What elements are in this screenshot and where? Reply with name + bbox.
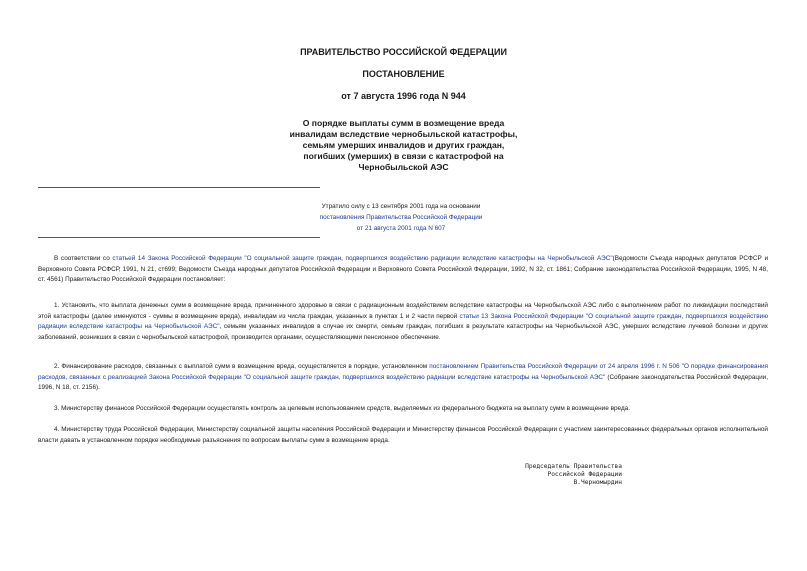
law-article-13-link[interactable]: статьи 13 Закона Российской Федерации "О социальной защите граждан, подвергшихся воздействию радиации вследствие катастрофы на Чернобыльской АЭС": [38, 312, 768, 331]
title-line-5: Чернобыльской АЭС: [358, 162, 449, 172]
status-note-line: Утратило силу с 13 сентября 2001 года на основании: [321, 203, 481, 210]
document-type-heading: ПОСТАНОВЛЕНИЕ: [362, 69, 445, 79]
signature-position-line-2: Российской Федерации: [547, 471, 622, 478]
status-note-link-2[interactable]: от 21 августа 2001 года N 607: [356, 225, 446, 232]
preamble-paragraph: [38, 254, 768, 286]
divider-bottom: [38, 237, 320, 238]
law-article-14-link[interactable]: статьей 14 Закона Российской Федерации "О социальной защите граждан, подвергшихся воздействию радиации вследствие катастрофы на Чернобыльской АЭС": [112, 255, 613, 262]
title-line-3: семьям умерших инвалидов и других граждан,: [302, 140, 505, 150]
title-line-1: О порядке выплаты сумм в возмещение вреда: [302, 118, 505, 128]
government-heading: ПРАВИТЕЛЬСТВО РОССИЙСКОЙ ФЕДЕРАЦИИ: [300, 47, 507, 57]
item-1-text-1: 1. Установить, что выплата денежных сумм в возмещение вреда, причиненного здоровью в связи с радиационным воздействием вследствие катастрофы на Чернобыльской АЭС либо с выполнением работ по ликвидации последствий этой катастрофы (далее именуются - суммы в возмещение вреда), инвалидам из числа граждан, указанных в пунктах 1 и 2 части первой: [38, 302, 768, 320]
status-note-link-1[interactable]: постановления Правительства Российской Федерации: [319, 214, 483, 221]
item-1-paragraph: [38, 301, 768, 343]
title-line-2: инвалидам вследствие чернобыльской катастрофы,: [289, 129, 518, 139]
signature-name: В.Черномырдин: [573, 479, 622, 486]
preamble-text-1: В соответствии со: [54, 255, 113, 262]
item-2-paragraph: [38, 362, 768, 394]
item-1-text-2: , семьям указанных инвалидов в случае их смерти, семьям граждан, погибших в результате катастрофы на Чернобыльской АЭС, умерших вследствие лучевой болезни и других заболеваний, возникших в связи с чернобыльской катастрофой, производится органами, осуществляющими пенсионное обеспечение.: [38, 323, 768, 341]
item-4-paragraph: 4. Министерству труда Российской Федерации, Министерству социальной защиты населения Российской Федерации и Министерству финансов Российской Федерации с участием заинтересованных федеральных органов исполнительной власти давать в установленном порядке необходимые разъяснения по вопросам выплаты сумм в возмещение вреда.: [38, 426, 768, 444]
signature-position-line-1: Председатель Правительства: [525, 463, 622, 470]
date-number-heading: от 7 августа 1996 года N 944: [341, 91, 466, 101]
decree-506-link[interactable]: постановлением Правительства Российской Федерации от 24 апреля 1996 г. N 506 "О порядке финансирования расходов, связанных с реализацией Закона Российской Федерации "О социальной защите граждан, подвергшихся воздействию радиации вследствие катастрофы на Чернобыльской АЭС": [38, 363, 768, 381]
title-line-4: погибших (умерших) в связи с катастрофой на: [303, 151, 504, 161]
item-2-text-1: 2. Финансирование расходов, связанных с выплатой сумм в возмещение вреда, осуществляется в порядке, установленном: [54, 363, 430, 370]
item-3-paragraph: 3. Министерству финансов Российской Федерации осуществлять контроль за целевым использованием средств, выделяемых из федерального бюджета на выплату сумм в возмещение вреда.: [54, 405, 631, 412]
divider-top: [38, 187, 320, 188]
item-2-text-2: (Собрание законодательства Российской Федерации, 1996, N 18, ст. 2156).: [38, 373, 768, 392]
preamble-text-2: (Ведомости Съезда народных депутатов РСФСР и Верховного Совета РСФСР, 1991, N 21, ст699; Ведомости Съезда народных депутатов Российской Федерации и Верховного Совета Российской Федерации, 1992, N 32, ст. 1861; Собрание законодательства Российской Федерации, 1995, N 48, ст. 4561) Правительство Российской Федерации постановляет:: [38, 255, 769, 284]
